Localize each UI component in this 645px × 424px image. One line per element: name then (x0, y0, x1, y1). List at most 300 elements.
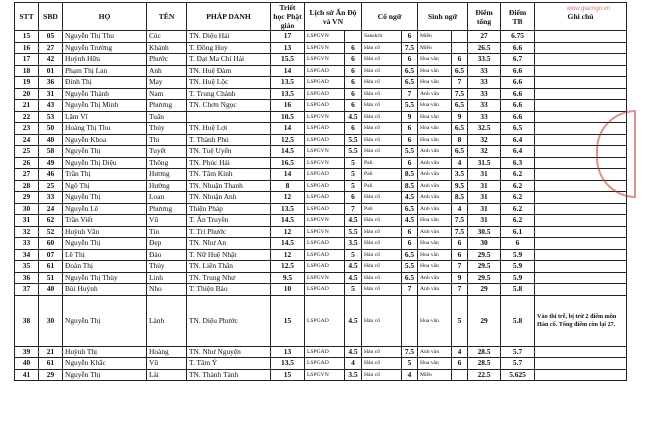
table-row (15, 358, 627, 370)
sbd-cell: 50 (39, 123, 63, 135)
stt-cell: 32 (15, 226, 39, 238)
phap-danh-cell: T. Trí Phước (187, 226, 271, 238)
diem-tb-cell: 6.6 (501, 88, 535, 100)
ho-cell: Đoàn Thị (63, 261, 147, 273)
diem-tong-cell: 29.5 (468, 272, 501, 284)
lich-su-score-cell: 5.5 (345, 226, 362, 238)
co-ngu-course-cell: Hán cổ (362, 215, 402, 227)
stt-cell: 38 (15, 295, 39, 346)
stt-cell: 41 (15, 369, 39, 381)
co-ngu-course-cell: Hán cổ (362, 88, 402, 100)
co-ngu-course-cell: Hán cổ (362, 192, 402, 204)
table-row (15, 249, 627, 261)
diem-tong-cell: 33 (468, 88, 501, 100)
sbd-cell: 36 (39, 77, 63, 89)
diem-tb-cell: 5.8 (501, 295, 535, 346)
co-ngu-score-cell: 6 (402, 134, 418, 146)
lich-su-score-cell: 4 (345, 358, 362, 370)
ghi-chu-cell (535, 284, 627, 296)
lich-su-course-cell: LSPGVN (305, 146, 345, 158)
sinh-ngu-score-cell: 7 (452, 261, 468, 273)
sbd-cell: 46 (39, 169, 63, 181)
diem-tb-cell: 6.1 (501, 226, 535, 238)
diem-tb-cell: 6.5 (501, 123, 535, 135)
sinh-ngu-course-cell: Anh văn (418, 169, 452, 181)
ten-cell: Lành (147, 295, 187, 346)
table-row (15, 100, 627, 112)
phap-danh-cell: TN. Liên Thân (187, 261, 271, 273)
triet-hoc-cell: 14.5 (271, 146, 305, 158)
ho-cell: Nguyễn Thị (63, 192, 147, 204)
co-ngu-score-cell: 7.5 (402, 42, 418, 54)
diem-tb-cell: 6.6 (501, 111, 535, 123)
lich-su-score-cell: 5 (345, 180, 362, 192)
table-body (15, 31, 627, 381)
co-ngu-course-cell: Hán cổ (362, 358, 402, 370)
diem-tong-cell: 26.5 (468, 42, 501, 54)
sbd-cell: 40 (39, 134, 63, 146)
co-ngu-course-cell: Sanskrit (362, 31, 402, 43)
diem-tong-cell: 33 (468, 77, 501, 89)
co-ngu-course-cell: Hán cổ (362, 77, 402, 89)
stt-cell: 34 (15, 249, 39, 261)
lich-su-course-cell: LSPGVN (305, 54, 345, 66)
diem-tong-cell: 30 (468, 238, 501, 250)
phap-danh-cell: TN. Huệ Lộc (187, 77, 271, 89)
diem-tb-cell: 6.4 (501, 146, 535, 158)
sbd-cell: 25 (39, 180, 63, 192)
lich-su-score-cell: 6 (345, 123, 362, 135)
ho-cell: Trần Thị (63, 169, 147, 181)
triet-hoc-cell: 13.5 (271, 203, 305, 215)
sinh-ngu-score-cell: 6.5 (452, 146, 468, 158)
header-ten: TÊN (147, 3, 187, 31)
stt-cell: 15 (15, 31, 39, 43)
triet-hoc-cell: 12.5 (271, 261, 305, 273)
sinh-ngu-course-cell: Hoa văn (418, 134, 452, 146)
lich-su-course-cell: LSPGAD (305, 238, 345, 250)
diem-tong-cell: 27 (468, 31, 501, 43)
lich-su-course-cell: LSPGAD (305, 249, 345, 261)
sinh-ngu-course-cell: Hoa văn (418, 215, 452, 227)
co-ngu-course-cell: Hán cổ (362, 261, 402, 273)
diem-tong-cell: 28.5 (468, 358, 501, 370)
table-row (15, 238, 627, 250)
table-row (15, 42, 627, 54)
diem-tb-cell: 6.6 (501, 77, 535, 89)
ho-cell: Nguyễn Thị (63, 295, 147, 346)
phap-danh-cell: TN. Tâm Kính (187, 169, 271, 181)
table-row (15, 157, 627, 169)
lich-su-course-cell: LSPGVN (305, 369, 345, 381)
stt-cell: 40 (15, 358, 39, 370)
lich-su-course-cell: LSPGVN (305, 111, 345, 123)
ten-cell: Anh (147, 65, 187, 77)
sbd-cell: 51 (39, 272, 63, 284)
phap-danh-cell: TN. Huệ Lợi (187, 123, 271, 135)
co-ngu-course-cell: Hán cổ (362, 123, 402, 135)
sbd-cell: 53 (39, 111, 63, 123)
stt-cell: 37 (15, 284, 39, 296)
diem-tb-cell: 6.4 (501, 134, 535, 146)
ghi-chu-cell (535, 272, 627, 284)
ten-cell: Đẹp (147, 238, 187, 250)
sinh-ngu-score-cell: 8 (452, 134, 468, 146)
ho-cell: Phạm Thị Lan (63, 65, 147, 77)
stt-cell: 26 (15, 157, 39, 169)
sinh-ngu-course-cell: Hoa văn (418, 111, 452, 123)
ho-cell: Lâm Vĩ (63, 111, 147, 123)
lich-su-score-cell: 5.5 (345, 146, 362, 158)
phap-danh-cell: Thiện Pháp (187, 203, 271, 215)
diem-tb-cell: 5.9 (501, 272, 535, 284)
ten-cell: Cúc (147, 31, 187, 43)
sbd-cell: 30 (39, 295, 63, 346)
diem-tong-cell: 29.5 (468, 261, 501, 273)
diem-tong-cell: 33.5 (468, 54, 501, 66)
phap-danh-cell: T. Ấn Truyền (187, 215, 271, 227)
co-ngu-course-cell: Hán cổ (362, 249, 402, 261)
ho-cell: Bùi Huỳnh (63, 284, 147, 296)
sinh-ngu-score-cell: 4 (452, 157, 468, 169)
lich-su-score-cell: 7 (345, 203, 362, 215)
triet-hoc-cell: 12 (271, 249, 305, 261)
diem-tb-cell: 5.9 (501, 249, 535, 261)
sbd-cell: 01 (39, 65, 63, 77)
co-ngu-course-cell: Pali (362, 203, 402, 215)
ho-cell: Nguyễn Khoa (63, 134, 147, 146)
ten-cell: Tuấn (147, 111, 187, 123)
triet-hoc-cell: 13.5 (271, 77, 305, 89)
co-ngu-course-cell: Hán cổ (362, 111, 402, 123)
diem-tb-cell: 6.7 (501, 54, 535, 66)
sinh-ngu-course-cell: Anh văn (418, 346, 452, 358)
co-ngu-score-cell: 5.5 (402, 100, 418, 112)
triet-hoc-cell: 16.5 (271, 157, 305, 169)
co-ngu-score-cell: 7 (402, 88, 418, 100)
lich-su-score-cell: 6 (345, 65, 362, 77)
diem-tong-cell: 33 (468, 111, 501, 123)
lich-su-score-cell: 5 (345, 284, 362, 296)
table-row (15, 192, 627, 204)
stt-cell: 25 (15, 146, 39, 158)
phap-danh-cell: TN. Chơn Ngọc (187, 100, 271, 112)
header-co-ngu: Cổ ngữ (362, 3, 418, 31)
stt-cell: 39 (15, 346, 39, 358)
diem-tb-cell: 6.2 (501, 192, 535, 204)
triet-hoc-cell: 16 (271, 100, 305, 112)
triet-hoc-cell: 15.5 (271, 54, 305, 66)
table-row (15, 88, 627, 100)
phap-danh-cell: TN. Trung Như (187, 272, 271, 284)
phap-danh-cell: TN. Diệu Phước (187, 295, 271, 346)
sbd-cell: 49 (39, 157, 63, 169)
ten-cell: Thủy (147, 123, 187, 135)
ghi-chu-cell (535, 31, 627, 43)
diem-tong-cell: 31 (468, 180, 501, 192)
ho-cell: Nguyễn Thành (63, 88, 147, 100)
ghi-chu-cell (535, 238, 627, 250)
co-ngu-score-cell: 6.5 (402, 272, 418, 284)
diem-tong-cell: 33 (468, 100, 501, 112)
triet-hoc-cell: 14.5 (271, 215, 305, 227)
diem-tong-cell: 29 (468, 284, 501, 296)
triet-hoc-cell: 13.5 (271, 358, 305, 370)
ghi-chu-cell (535, 358, 627, 370)
lich-su-score-cell: 4.5 (345, 346, 362, 358)
sbd-cell: 42 (39, 54, 63, 66)
co-ngu-score-cell: 4 (402, 369, 418, 381)
ghi-chu-cell (535, 65, 627, 77)
co-ngu-score-cell: 6 (402, 226, 418, 238)
diem-tong-cell: 31 (468, 192, 501, 204)
header-phap-danh: PHÁP DANH (187, 3, 271, 31)
diem-tong-cell: 30.5 (468, 226, 501, 238)
co-ngu-score-cell: 5.5 (402, 146, 418, 158)
stt-cell: 30 (15, 203, 39, 215)
sinh-ngu-course-cell: Anh văn (418, 88, 452, 100)
ghi-chu-cell (535, 369, 627, 381)
co-ngu-score-cell: 6 (402, 54, 418, 66)
sinh-ngu-score-cell: 6 (452, 358, 468, 370)
sinh-ngu-course-cell: Anh văn (418, 146, 452, 158)
phap-danh-cell: T. Trung Chánh (187, 88, 271, 100)
sbd-cell: 52 (39, 226, 63, 238)
lich-su-course-cell: LSPGAD (305, 77, 345, 89)
sinh-ngu-course-cell: Hoa văn (418, 100, 452, 112)
sinh-ngu-score-cell: 7.5 (452, 226, 468, 238)
triet-hoc-cell: 13 (271, 42, 305, 54)
phap-danh-cell: TN. Tuệ Uyển (187, 146, 271, 158)
sinh-ngu-score-cell: 3.5 (452, 169, 468, 181)
sinh-ngu-score-cell: 7 (452, 77, 468, 89)
ghi-chu-cell (535, 249, 627, 261)
table-row (15, 54, 627, 66)
sinh-ngu-course-cell: Hoa văn (418, 249, 452, 261)
diem-tb-cell: 6.2 (501, 180, 535, 192)
sinh-ngu-course-cell: Hoa văn (418, 123, 452, 135)
lich-su-course-cell: LSPGAD (305, 295, 345, 346)
sinh-ngu-course-cell: Miễn (418, 369, 452, 381)
sinh-ngu-score-cell (452, 31, 468, 43)
ten-cell: Thông (147, 157, 187, 169)
triet-hoc-cell: 12.5 (271, 134, 305, 146)
triet-hoc-cell: 14.5 (271, 238, 305, 250)
ho-cell: Lê Thị (63, 249, 147, 261)
sbd-cell: 07 (39, 249, 63, 261)
sinh-ngu-course-cell: Miễn (418, 42, 452, 54)
co-ngu-course-cell: Hán cổ (362, 238, 402, 250)
ten-cell: Nho (147, 284, 187, 296)
diem-tb-cell: 5.625 (501, 369, 535, 381)
lich-su-course-cell: LSPGAD (305, 358, 345, 370)
ten-cell: Nam (147, 88, 187, 100)
phap-danh-cell: T. Thiện Bảo (187, 284, 271, 296)
co-ngu-score-cell: 6 (402, 123, 418, 135)
diem-tong-cell: 22.5 (468, 369, 501, 381)
phap-danh-cell: TN. Phúc Hải (187, 157, 271, 169)
co-ngu-score-cell: 6.5 (402, 77, 418, 89)
diem-tb-cell: 5.7 (501, 346, 535, 358)
sinh-ngu-score-cell: 9.5 (452, 180, 468, 192)
ghi-chu-cell (535, 77, 627, 89)
co-ngu-score-cell: 6.5 (402, 203, 418, 215)
ho-cell: Đinh Thị (63, 77, 147, 89)
header-stt: STT (15, 3, 39, 31)
stt-cell: 21 (15, 100, 39, 112)
ho-cell: Huỳnh Hữu (63, 54, 147, 66)
sbd-cell: 27 (39, 42, 63, 54)
stt-cell: 29 (15, 192, 39, 204)
diem-tb-cell: 6.2 (501, 215, 535, 227)
ho-cell: Nguyễn Thị (63, 238, 147, 250)
diem-tb-cell: 6 (501, 238, 535, 250)
diem-tb-cell: 5.9 (501, 261, 535, 273)
table-row (15, 284, 627, 296)
sinh-ngu-course-cell: Hoa văn (418, 295, 452, 346)
sinh-ngu-course-cell: Hoa văn (418, 261, 452, 273)
ho-cell: Nguyễn Thị Thu (63, 31, 147, 43)
header-row (15, 3, 627, 31)
triet-hoc-cell: 8 (271, 180, 305, 192)
co-ngu-score-cell: 8.5 (402, 180, 418, 192)
sbd-cell: 33 (39, 192, 63, 204)
table-row (15, 111, 627, 123)
phap-danh-cell: TN. Thành Tánh (187, 369, 271, 381)
ten-cell: May (147, 77, 187, 89)
table-row (15, 369, 627, 381)
lich-su-score-cell: 5.5 (345, 134, 362, 146)
stt-cell: 31 (15, 215, 39, 227)
diem-tb-cell: 6.75 (501, 31, 535, 43)
ten-cell: Hương (147, 169, 187, 181)
ghi-chu-cell (535, 54, 627, 66)
co-ngu-course-cell: Pali (362, 180, 402, 192)
diem-tb-cell: 5.7 (501, 358, 535, 370)
ten-cell: Phương (147, 100, 187, 112)
table-row (15, 226, 627, 238)
phap-danh-cell: TN. Diệu Hải (187, 31, 271, 43)
diem-tb-cell: 6.6 (501, 100, 535, 112)
sinh-ngu-score-cell: 6 (452, 238, 468, 250)
sinh-ngu-course-cell: Anh văn (418, 180, 452, 192)
stt-cell: 36 (15, 272, 39, 284)
lich-su-score-cell (345, 31, 362, 43)
co-ngu-course-cell: Pali (362, 157, 402, 169)
lich-su-course-cell: LSPGAD (305, 123, 345, 135)
lich-su-course-cell: LSPGAD (305, 203, 345, 215)
ten-cell: Vũ (147, 215, 187, 227)
ten-cell: Hoàng (147, 346, 187, 358)
lich-su-score-cell: 3.5 (345, 369, 362, 381)
sinh-ngu-course-cell: Hoa văn (418, 65, 452, 77)
lich-su-course-cell: LSPGAD (305, 65, 345, 77)
lich-su-score-cell: 4.5 (345, 272, 362, 284)
ho-cell: Huỳnh Thị (63, 346, 147, 358)
lich-su-score-cell: 6 (345, 54, 362, 66)
sinh-ngu-course-cell: Anh văn (418, 203, 452, 215)
lich-su-course-cell: LSPGAD (305, 180, 345, 192)
lich-su-course-cell: LSPGAD (305, 261, 345, 273)
co-ngu-course-cell: Hán cổ (362, 100, 402, 112)
diem-tong-cell: 28.5 (468, 346, 501, 358)
lich-su-course-cell: LSPGAD (305, 169, 345, 181)
diem-tong-cell: 29.5 (468, 249, 501, 261)
co-ngu-course-cell: Hán cổ (362, 146, 402, 158)
table-row (15, 146, 627, 158)
ghi-chu-cell (535, 215, 627, 227)
ghi-chu-cell (535, 203, 627, 215)
table-row (15, 77, 627, 89)
lich-su-course-cell: LSPGVN (305, 272, 345, 284)
co-ngu-score-cell: 6 (402, 238, 418, 250)
sbd-cell: 61 (39, 261, 63, 273)
co-ngu-score-cell (402, 295, 418, 346)
lich-su-course-cell: LSPGVN (305, 31, 345, 43)
table-row (15, 134, 627, 146)
lich-su-score-cell: 6 (345, 100, 362, 112)
stt-cell: 19 (15, 77, 39, 89)
sbd-cell: 24 (39, 203, 63, 215)
table-row (15, 65, 627, 77)
ho-cell: Nguyễn Khắc (63, 358, 147, 370)
diem-tong-cell: 32.5 (468, 123, 501, 135)
diem-tong-cell: 32 (468, 134, 501, 146)
sinh-ngu-score-cell: 6 (452, 249, 468, 261)
table-row (15, 261, 627, 273)
ho-cell: Nguyễn Thị Thùy (63, 272, 147, 284)
ten-cell: Phương (147, 203, 187, 215)
lich-su-score-cell: 6 (345, 88, 362, 100)
watermark: www.giacngo.vn (566, 6, 610, 12)
co-ngu-score-cell: 6 (402, 157, 418, 169)
sinh-ngu-course-cell: Anh văn (418, 192, 452, 204)
diem-tb-cell: 6.6 (501, 42, 535, 54)
phap-danh-cell: T. Thành Phú (187, 134, 271, 146)
diem-tb-cell: 6.6 (501, 65, 535, 77)
lich-su-score-cell: 6 (345, 192, 362, 204)
ho-cell: Nguyễn Thị Diệu (63, 157, 147, 169)
lich-su-score-cell: 4.5 (345, 215, 362, 227)
stt-cell: 33 (15, 238, 39, 250)
phap-danh-cell: TN. Như Nguyện (187, 346, 271, 358)
phap-danh-cell: TN. Nhuận Thanh (187, 180, 271, 192)
sbd-cell: 62 (39, 215, 63, 227)
diem-tong-cell: 32 (468, 146, 501, 158)
diem-tb-cell: 6.3 (501, 157, 535, 169)
sinh-ngu-score-cell: 8.5 (452, 192, 468, 204)
sinh-ngu-score-cell: 4 (452, 203, 468, 215)
stt-cell: 23 (15, 123, 39, 135)
exam-results-table (14, 2, 627, 381)
triet-hoc-cell: 12 (271, 192, 305, 204)
triet-hoc-cell: 13.5 (271, 88, 305, 100)
sinh-ngu-course-cell: Hoa văn (418, 358, 452, 370)
sbd-cell: 31 (39, 88, 63, 100)
ho-cell: Huỳnh Văn (63, 226, 147, 238)
co-ngu-course-cell: Hán cổ (362, 134, 402, 146)
triet-hoc-cell: 15 (271, 295, 305, 346)
sinh-ngu-score-cell: 6.5 (452, 123, 468, 135)
ten-cell: Hường (147, 180, 187, 192)
ho-cell: Nguyễn Thị (63, 146, 147, 158)
lich-su-course-cell: LSPGVN (305, 226, 345, 238)
triet-hoc-cell: 13 (271, 346, 305, 358)
lich-su-score-cell: 5 (345, 157, 362, 169)
lich-su-course-cell: LSPGAD (305, 284, 345, 296)
ghi-chu-cell (535, 192, 627, 204)
lich-su-course-cell: LSPGAD (305, 88, 345, 100)
